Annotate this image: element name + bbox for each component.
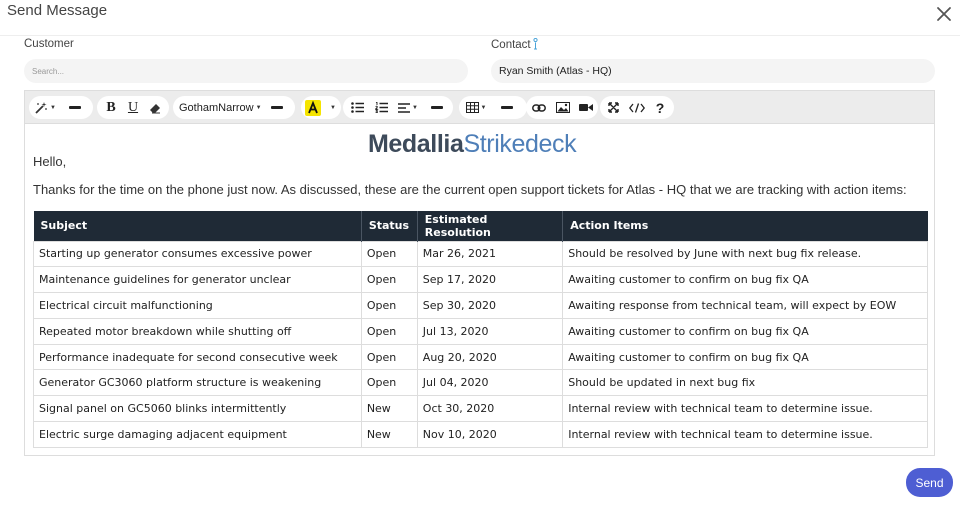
contact-info-icon bbox=[532, 38, 539, 50]
text-highlight-icon bbox=[305, 100, 321, 116]
toolbar-group-font-style bbox=[97, 96, 169, 119]
table-cell: Performance inadequate for second consecutive week bbox=[34, 344, 362, 370]
fullscreen-button[interactable] bbox=[601, 96, 625, 119]
dash-icon bbox=[69, 106, 81, 109]
toolbar-group-style bbox=[29, 96, 93, 119]
table-row bbox=[34, 370, 928, 396]
company-logo bbox=[368, 130, 576, 160]
table-cell: Awaiting response from technical team, will expect by EOW bbox=[563, 293, 928, 319]
chevron-down-icon: ▼ bbox=[412, 104, 418, 111]
toolbar-group-table bbox=[459, 96, 527, 119]
table-cell: Open bbox=[361, 267, 417, 293]
paragraph-extra-button[interactable] bbox=[423, 96, 451, 119]
column-header-status: Status bbox=[361, 211, 417, 241]
font-color-button[interactable] bbox=[301, 96, 325, 119]
toolbar-group-misc bbox=[600, 96, 674, 119]
table-cell: Open bbox=[361, 293, 417, 319]
insert-video-button[interactable] bbox=[575, 96, 597, 119]
chevron-down-icon: ▼ bbox=[480, 104, 487, 111]
style-extra-button[interactable] bbox=[61, 96, 89, 119]
table-extra-button[interactable] bbox=[493, 96, 521, 119]
logo-strikedeck: Strikedeck bbox=[463, 130, 577, 158]
font-family-value: GothamNarrow bbox=[179, 101, 254, 114]
table-cell: Open bbox=[361, 344, 417, 370]
table-row bbox=[34, 396, 928, 422]
column-header-estimated-resolution: Estimated Resolution bbox=[417, 211, 562, 241]
chevron-down-icon: ▼ bbox=[330, 104, 336, 111]
table-button[interactable] bbox=[459, 96, 493, 119]
clear-format-button[interactable] bbox=[144, 96, 166, 119]
column-header-subject: Subject bbox=[34, 211, 362, 241]
table-cell: Electric surge damaging adjacent equipment bbox=[34, 422, 362, 448]
table-cell: Internal review with technical team to determine issue. bbox=[563, 422, 928, 448]
bullet-list-icon bbox=[351, 102, 364, 113]
table-cell: New bbox=[361, 422, 417, 448]
table-cell: Open bbox=[361, 241, 417, 267]
table-row bbox=[34, 293, 928, 319]
eraser-icon bbox=[149, 102, 161, 114]
table-cell: Oct 30, 2020 bbox=[417, 396, 562, 422]
customer-label: Customer bbox=[24, 38, 74, 50]
table-cell: Should be updated in next bug fix bbox=[563, 370, 928, 396]
table-cell: Sep 30, 2020 bbox=[417, 293, 562, 319]
table-cell: Mar 26, 2021 bbox=[417, 241, 562, 267]
table-cell: Should be resolved by June with next bug fix release. bbox=[563, 241, 928, 267]
intro-text: Thanks for the time on the phone just now. As discussed, these are the current open support tickets for Atlas - HQ that we are tracking with action items: bbox=[33, 182, 907, 197]
help-icon: ? bbox=[655, 99, 665, 116]
dialog-header bbox=[0, 0, 960, 36]
numbered-list-button[interactable] bbox=[369, 96, 393, 119]
close-icon[interactable] bbox=[936, 6, 952, 22]
column-header-action-items: Action Items bbox=[563, 211, 928, 241]
chevron-down-icon: ▼ bbox=[255, 104, 262, 111]
table-row bbox=[34, 267, 928, 293]
magic-wand-icon bbox=[34, 101, 48, 115]
table-row bbox=[34, 241, 928, 267]
table-row bbox=[34, 344, 928, 370]
help-button[interactable] bbox=[649, 96, 671, 119]
font-extra-button[interactable] bbox=[263, 96, 291, 119]
table-row bbox=[34, 422, 928, 448]
rich-text-editor[interactable] bbox=[24, 90, 935, 456]
message-body[interactable] bbox=[25, 125, 934, 456]
table-cell: Awaiting customer to confirm on bug fix QA bbox=[563, 344, 928, 370]
align-button[interactable] bbox=[393, 96, 423, 119]
chevron-down-icon: ▼ bbox=[50, 104, 56, 111]
table-cell: Repeated motor breakdown while shutting off bbox=[34, 318, 362, 344]
font-family-select[interactable] bbox=[173, 96, 263, 119]
editor-toolbar bbox=[25, 91, 934, 124]
table-cell: Aug 20, 2020 bbox=[417, 344, 562, 370]
table-cell: Awaiting customer to confirm on bug fix QA bbox=[563, 267, 928, 293]
tickets-table bbox=[33, 211, 928, 448]
table-cell: Starting up generator consumes excessive power bbox=[34, 241, 362, 267]
bullet-list-button[interactable] bbox=[345, 96, 369, 119]
table-cell: Sep 17, 2020 bbox=[417, 267, 562, 293]
table-cell: New bbox=[361, 396, 417, 422]
bold-button[interactable]: B bbox=[106, 99, 116, 115]
customer-search-input[interactable] bbox=[24, 59, 468, 83]
align-left-icon bbox=[398, 103, 410, 113]
table-cell: Generator GC3060 platform structure is weakening bbox=[34, 370, 362, 396]
table-cell: Signal panel on GC5060 blinks intermittently bbox=[34, 396, 362, 422]
toolbar-group-color bbox=[301, 96, 341, 119]
logo-medallia: Medallia bbox=[368, 130, 464, 158]
toolbar-group-font bbox=[173, 96, 295, 119]
table-cell: Internal review with technical team to determine issue. bbox=[563, 396, 928, 422]
video-icon bbox=[579, 103, 593, 112]
table-cell: Jul 04, 2020 bbox=[417, 370, 562, 396]
contact-label-row bbox=[491, 38, 539, 51]
table-row bbox=[34, 318, 928, 344]
magic-wand-button[interactable] bbox=[29, 96, 61, 119]
table-cell: Nov 10, 2020 bbox=[417, 422, 562, 448]
table-cell: Awaiting customer to confirm on bug fix QA bbox=[563, 318, 928, 344]
contact-field[interactable]: Ryan Smith (Atlas - HQ) bbox=[491, 59, 935, 83]
table-cell: Jul 13, 2020 bbox=[417, 318, 562, 344]
table-cell: Electrical circuit malfunctioning bbox=[34, 293, 362, 319]
numbered-list-icon bbox=[375, 102, 388, 113]
expand-icon bbox=[608, 102, 619, 113]
font-color-dropdown[interactable] bbox=[325, 96, 339, 119]
table-cell: Open bbox=[361, 370, 417, 396]
dash-icon bbox=[271, 106, 283, 109]
contact-label: Contact bbox=[491, 39, 531, 51]
toolbar-group-paragraph bbox=[343, 96, 453, 119]
greeting-text: Hello, bbox=[33, 154, 67, 169]
dialog-title: Send Message bbox=[7, 2, 108, 19]
insert-picture-button[interactable] bbox=[551, 96, 575, 119]
table-header-row bbox=[34, 211, 928, 241]
table-cell: Open bbox=[361, 318, 417, 344]
toolbar-group-insert bbox=[526, 96, 598, 119]
insert-link-button[interactable] bbox=[527, 96, 551, 119]
send-button[interactable]: Send bbox=[906, 468, 953, 497]
table-cell: Maintenance guidelines for generator unclear bbox=[34, 267, 362, 293]
underline-button[interactable]: U bbox=[127, 99, 139, 115]
picture-icon bbox=[556, 102, 570, 113]
dash-icon bbox=[431, 106, 443, 109]
dash-icon bbox=[501, 106, 513, 109]
code-icon bbox=[629, 103, 645, 113]
table-icon bbox=[466, 102, 479, 113]
code-view-button[interactable] bbox=[625, 96, 649, 119]
link-icon bbox=[532, 103, 546, 113]
